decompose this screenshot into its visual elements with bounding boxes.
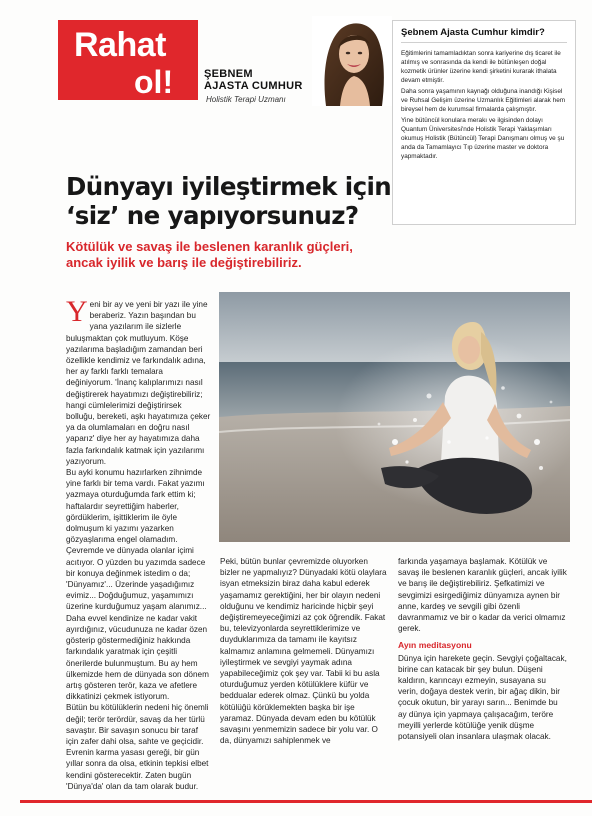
bio-title: Şebnem Ajasta Cumhur kimdir? — [401, 27, 545, 38]
author-portrait — [312, 16, 392, 106]
bottom-rule — [20, 800, 592, 803]
section-heading: Ayın meditasyonu — [398, 640, 472, 651]
body-paragraph: Dünya için harekete geçin. Sevgiyi çoğaltacak, birine can katacak bir şey bulun. Düşeni kaldırın, karıncayı ezmeyin, susayana su verin, doğaya destek verin, bir ağaç dikin, bir çocuk okutun, bir yarayı sarın... Benimde bu ay dünya için yapmaya çalışacağım, teröre meyilli yerlerde kötülüğe yenik düşme potansiyeli olan insanlara ulaşmak olacak. — [398, 653, 567, 742]
brand-line-1: Rahat — [74, 26, 166, 64]
body-paragraph: Daha evvel kendinize ne kadar vakit ayırdığınız, vücudunuza ne kadar özen gösterip göstermediğiniz hakkında farkındalık yaratmak için çeşitli önerilerde bulunmuştum. Bu ay hem ülkemizde hem de dünyada son dönem artış gösteren terör, kaza ve afetlere dikkatinizi çekmek istiyorum. — [66, 613, 209, 702]
bio-paragraph: Yine bütüncül konulara merakı ve ilgisinden dolayı Quantum Üniversitesi'nde Holistik Terapi Yaklaşımları okumuş Holistik (Bütüncül) Terapi Danışmanı olmuş ve şu anda da Tamamlayıcı Tıp üzerine master ve doktora yapmaktadır. — [401, 117, 565, 160]
body-paragraph: Bu ayki konumu hazırlarken zihnimde yine farklı bir tema vardı. Fakat yazımı yazmaya oturduğumda fark ettim ki; haftalardır seyrettiğim haberler, gördüklerim, işittiklerim ile öyle dolmuşum ki yazımı yazarken gözyaşlarıma engel olamadım. Çevremde ve dünyada olanlar içimi acıtıyor. O yüzden bu yazımda sadece bir konuya değinmek istedim o da; 'Dünyamız'... Üzerinde yaşadığımız evimiz... Doğduğumuz, yaşamımızı üzerine kurduğumuz yaşam alanımız... — [66, 468, 207, 612]
body-paragraph: farkında yaşamaya başlamak. Kötülük ve savaş ile beslenen karanlık güçleri, ancak iyilik ve barış ile değiştirebiliriz. Şefkatimizi ve sevgimizi esirgediğimiz dünyamıza aynen bir anne, kardeş ve sevgili gibi özenli davranmamız ve bir o kadar da verici olmamız gerek. — [398, 557, 567, 634]
body-text: eni bir ay ve yeni bir yazı ile yine beraberiz. Yazın başından bu yana yazılarım ile sizlerle buluşmaktan çok mutluyum. Köşe yazılarıma başladığım zamandan beri özellikle kendimiz ve farkındalık adına, her ay farklı farklı temalara değiniyorum. 'İnanç kalıplarımızı nasıl değiştirerek hayatımızı değiştirebiliriz; hangi cümlelerimizi değiştirirsek bolluğu, bereketi, aşkı hayatımıza çeker ya da olumlamaları en doğru nasıl yaparız' diye her ay hayatımıza daha fazla farkındalık katmak için yazılarımı yazıyorum. — [66, 300, 211, 466]
article-column-1 — [66, 295, 212, 792]
body-paragraph: Peki, bütün bunlar çevremizde oluyorken bizler ne yapmalıyız? Dünyadaki kötü olaylara isyan etmeksizin biraz daha kabul ederek yaşamamız gerektiğini, her bir olayın nedeni olduğunu ve kendimiz haricinde hiçbir şeyi değiştiremeyeceğimizi az çok öğrendik. Fakat bu, televizyonlarda seyrettiklerimize ve duyduklarımıza da tamamı ile kayıtsız kalmamız anlamına gelmemeli. Dünyamızı iyileştirmek ve sevgiyi yaymak adına yapabileceğimiz çok şey var. Tabii ki bu asla oturduğumuz yerden kötülüklere küfür ve beddualar ederek olmaz. Çünkü bu yolda kötülüğü körüklemekten başka bir işe yaramaz. Dünyada devam eden bu kötülük savaşını yenmemizin sadece bir yolu var. O da, dünyamızı sahiplenmek ve — [220, 557, 387, 746]
author-title: Holistik Terapi Uzmanı — [206, 95, 286, 104]
author-last-name: AJASTA CUMHUR — [204, 80, 303, 92]
body-paragraph: Bütün bu kötülüklerin nedeni hiç önemli değil; terör terördür, savaş da her türlü savaştır. Bir savaşın sonucu bir taraf için zafer dahi olsa, sahte ve geçicidir. Evrenin karma yasası gereği, bir gün yıllar sonra da olsa, etkinin tepkisi elbet kendini gösterecektir. Zaten bugün 'Dünya'da' olan da tam olarak budur. — [66, 703, 209, 791]
article-headline — [66, 172, 391, 230]
author-bio-box — [392, 20, 576, 225]
article-subtitle: Kötülük ve savaş ile beslenen karanlık güçleri, ancak iyilik ve barış ile değiştirebiliriz. — [66, 239, 353, 270]
bio-paragraph: Eğitimlerini tamamladıktan sonra kariyerine dış ticaret ile atılmış ve sonrasında da kendi ile bütünleşen doğal kozmetik ürünler üzerine kendi şirketini kurarak ithalata devam etmiştir. — [401, 50, 561, 84]
brand-line-2: ol! — [134, 64, 174, 100]
meditation-photo — [219, 292, 570, 542]
article-column-2 — [220, 556, 388, 746]
headline-line-1: Dünyayı iyileştirmek için — [66, 172, 392, 201]
headline-line-2: ‘siz’ ne yapıyorsunuz? — [66, 201, 359, 230]
article-column-3 — [398, 556, 568, 742]
bio-text — [401, 49, 567, 161]
bio-paragraph: Daha sonra yaşamının kaynağı olduğuna inandığı Kişisel ve Ruhsal Gelişim üzerine Uzmanlık Eğitimleri alarak hem bireysel hem de kurumsal firmalarda çalışmıştır. — [401, 88, 566, 113]
column-brand-box — [58, 20, 198, 100]
author-name — [204, 68, 303, 92]
bio-divider — [401, 42, 567, 43]
body-paragraph — [66, 295, 212, 467]
author-first-name: ŞEBNEM — [204, 68, 253, 80]
drop-cap: Y — [66, 295, 88, 328]
